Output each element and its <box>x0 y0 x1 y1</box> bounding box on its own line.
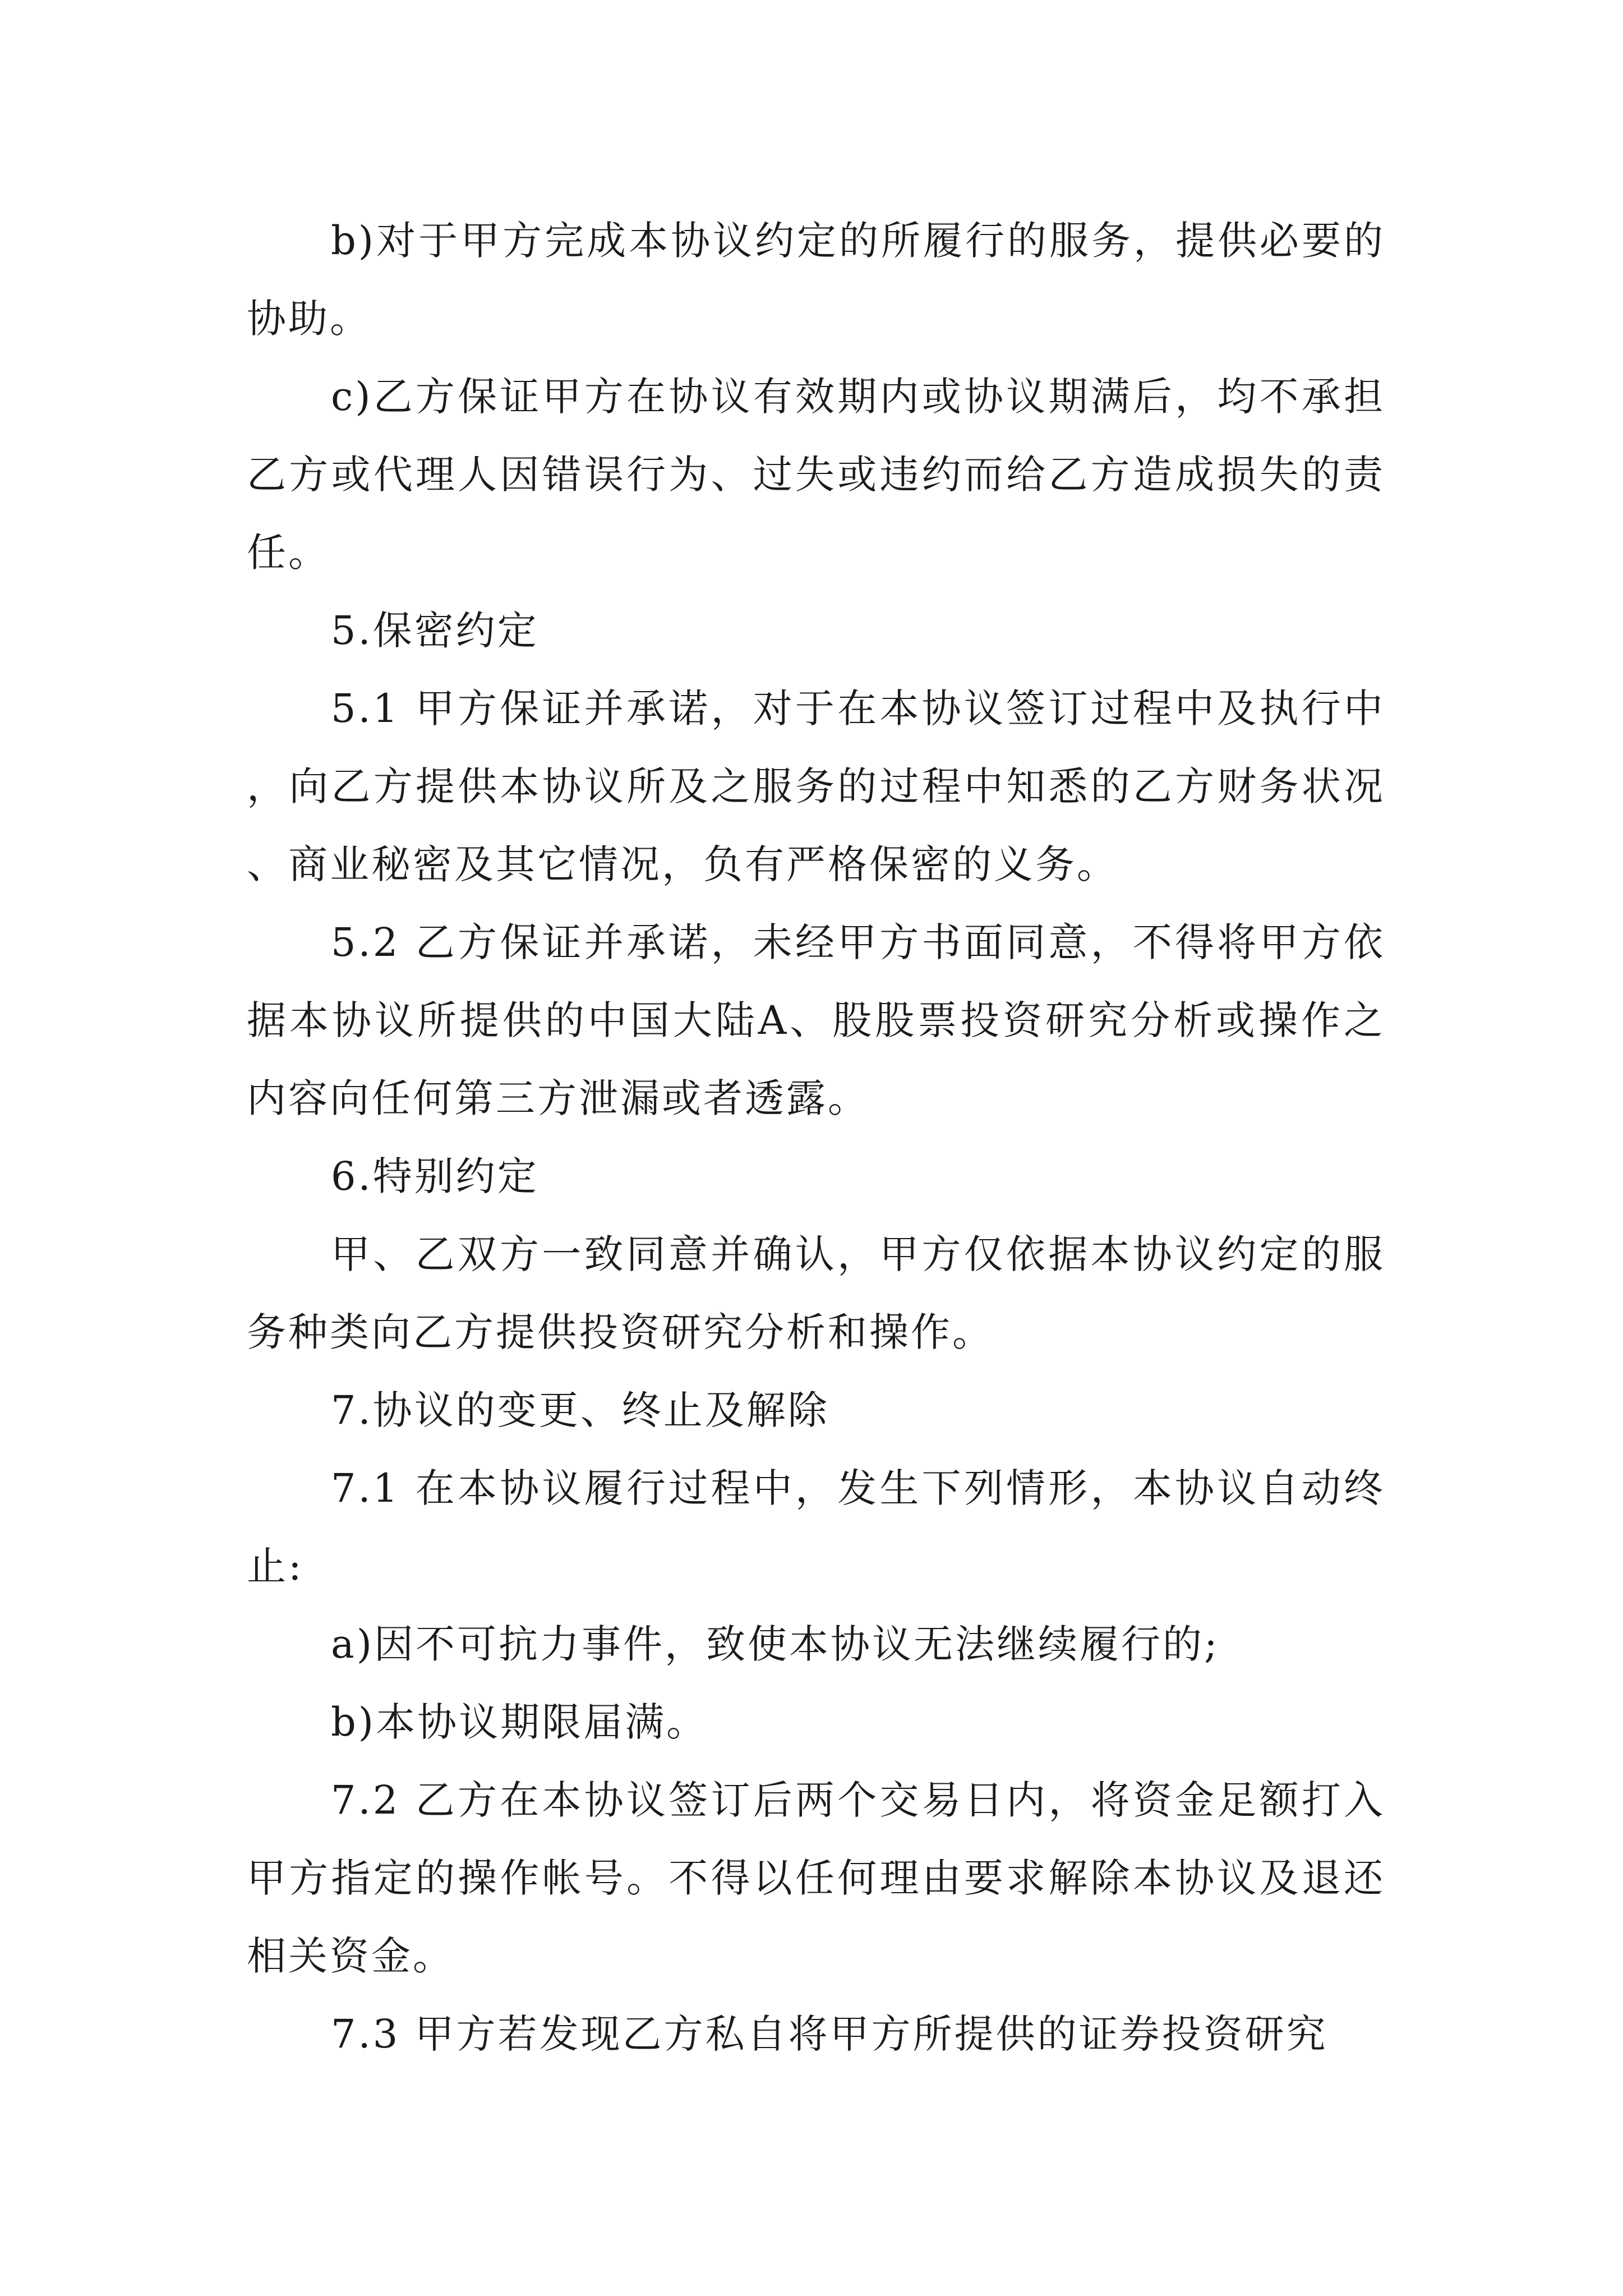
paragraph-clause-7-1b: b)本协议期限届满。 <box>331 1699 708 1745</box>
section-heading-confidentiality: 5.保密约定 <box>331 608 539 654</box>
paragraph-clause-7-1a: a)因不可抗力事件，致使本协议无法继续履行的; <box>331 1621 1220 1667</box>
paragraph-clause-4c: c)乙方保证甲方在协议有效期内或协议期满后，均不承担乙方或代理人因错误行为、过失或违约而给乙方造成损失的责任。 <box>247 374 1385 576</box>
paragraph-clause-7-2: 7.2 乙方在本协议签订后两个交易日内，将资金足额打入甲方指定的操作帐号。不得以任何理由要求解除本协议及退还相关资金。 <box>247 1777 1385 1979</box>
section-heading-special-terms: 6.特别约定 <box>331 1153 539 1199</box>
paragraph-clause-4b: b)对于甲方完成本协议约定的所履行的服务，提供必要的协助。 <box>247 218 1385 342</box>
paragraph-clause-7-1: 7.1 在本协议履行过程中，发生下列情形，本协议自动终止: <box>247 1465 1385 1589</box>
paragraph-special-terms: 甲、乙双方一致同意并确认，甲方仅依据本协议约定的服务种类向乙方提供投资研究分析和操作。 <box>247 1231 1385 1355</box>
paragraph-clause-7-3: 7.3 甲方若发现乙方私自将甲方所提供的证券投资研究 <box>331 2011 1328 2057</box>
document-body <box>247 202 1385 2073</box>
paragraph-clause-5-1: 5.1 甲方保证并承诺，对于在本协议签订过程中及执行中，向乙方提供本协议所及之服务的过程中知悉的乙方财务状况、商业秘密及其它情况，负有严格保密的义务。 <box>247 685 1385 887</box>
section-heading-termination: 7.协议的变更、终止及解除 <box>331 1387 829 1433</box>
paragraph-clause-5-2: 5.2 乙方保证并承诺，未经甲方书面同意，不得将甲方依据本协议所提供的中国大陆A、股股票投资研究分析或操作之内容向任何第三方泄漏或者透露。 <box>247 919 1385 1121</box>
